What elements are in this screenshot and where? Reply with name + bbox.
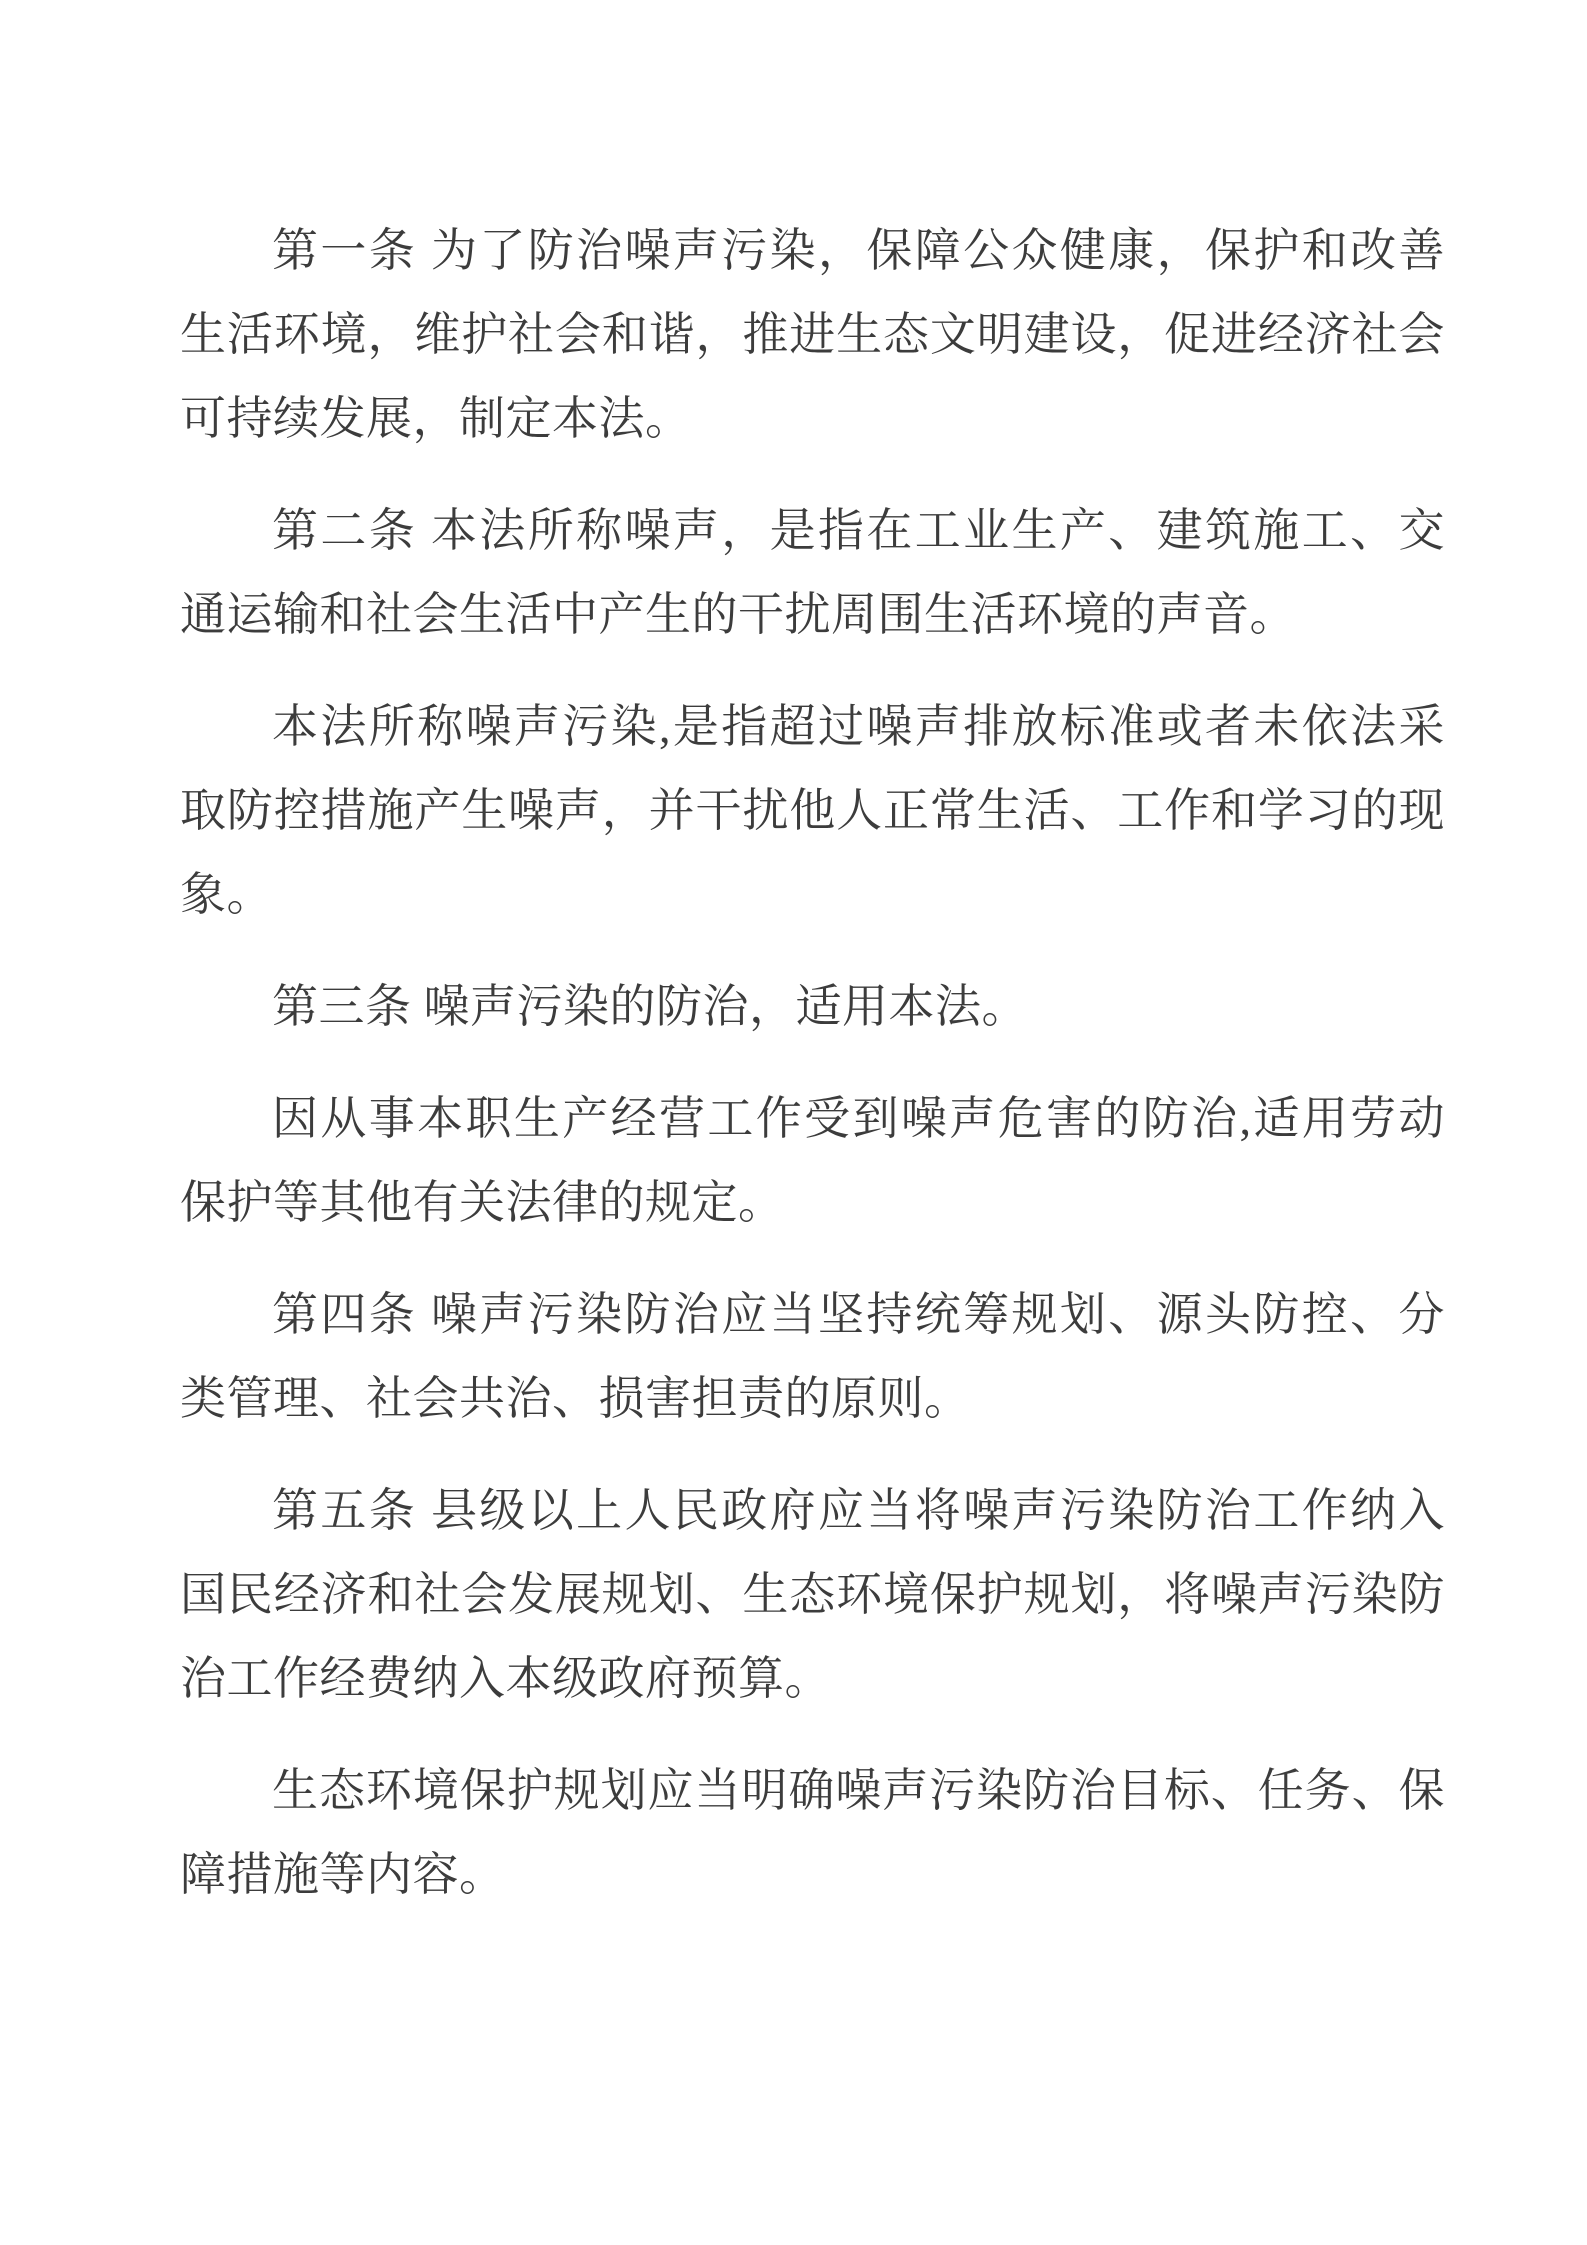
paragraph-article-2-clause-2: 本法所称噪声污染,是指超过噪声排放标准或者未依法采取防控措施产生噪声，并干扰他人正常生活、工作和学习的现象。 xyxy=(180,701,1445,920)
paragraph-article-1: 第一条 为了防治噪声污染，保障公众健康，保护和改善生活环境，维护社会和谐，推进生态文明建设，促进经济社会可持续发展，制定本法。 xyxy=(180,225,1445,444)
paragraph-article-3-clause-2: 因从事本职生产经营工作受到噪声危害的防治,适用劳动保护等其他有关法律的规定。 xyxy=(180,1093,1445,1228)
paragraph-article-4: 第四条 噪声污染防治应当坚持统筹规划、源头防控、分类管理、社会共治、损害担责的原则。 xyxy=(180,1289,1445,1424)
paragraph-article-5-clause-2: 生态环境保护规划应当明确噪声污染防治目标、任务、保障措施等内容。 xyxy=(180,1765,1445,1900)
paragraph-article-5: 第五条 县级以上人民政府应当将噪声污染防治工作纳入国民经济和社会发展规划、生态环境保护规划，将噪声污染防治工作经费纳入本级政府预算。 xyxy=(180,1485,1445,1704)
paragraph-article-3: 第三条 噪声污染的防治，适用本法。 xyxy=(272,981,1028,1032)
paragraph-article-2: 第二条 本法所称噪声，是指在工业生产、建筑施工、交通运输和社会生活中产生的干扰周围生活环境的声音。 xyxy=(180,505,1445,640)
